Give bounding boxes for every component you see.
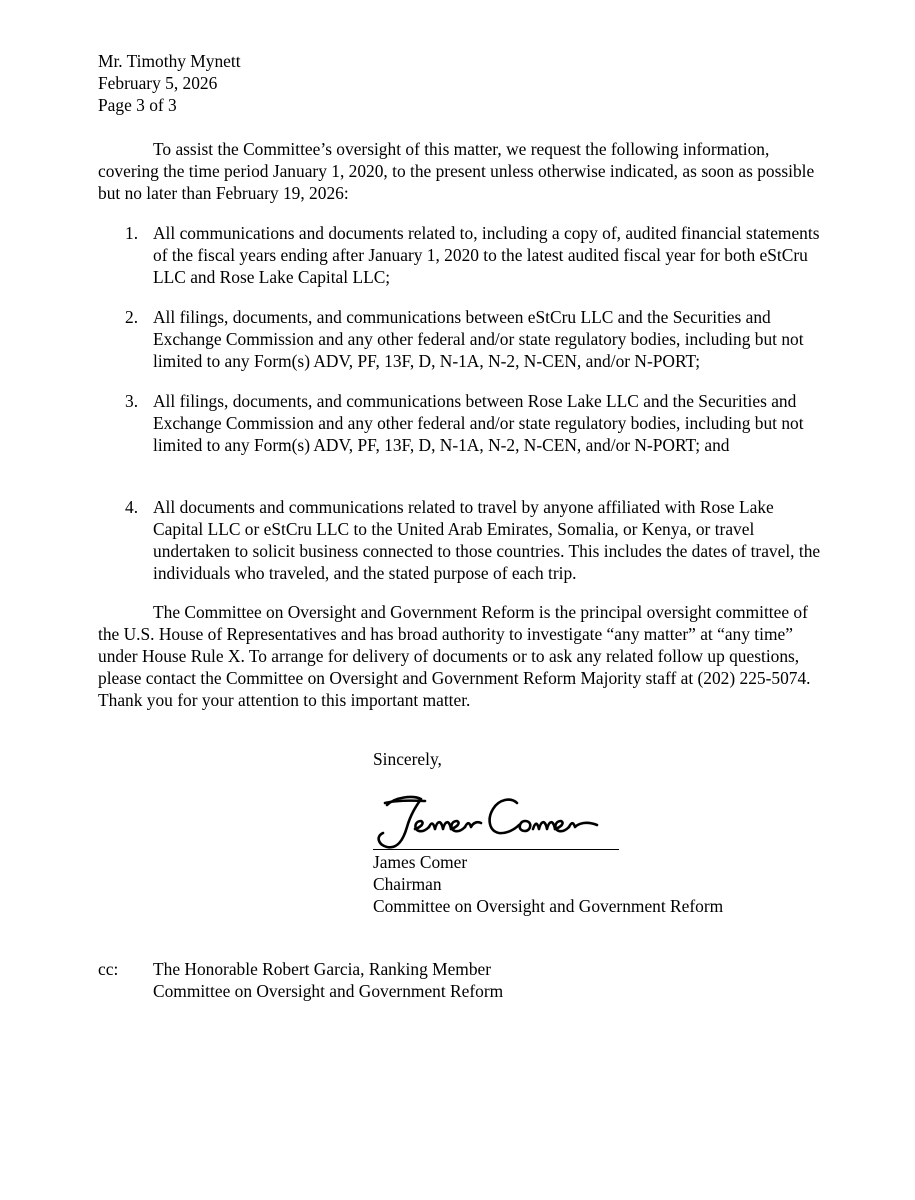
cc-label: cc: <box>98 959 119 979</box>
request-number: 4. <box>125 497 139 517</box>
signer-name: James Comer <box>373 852 468 872</box>
letter-date: February 5, 2026 <box>98 73 218 93</box>
salutation: Sincerely, <box>373 749 442 769</box>
signature-block <box>373 851 793 917</box>
request-number: 2. <box>125 307 139 327</box>
closing-paragraph: The Committee on Oversight and Government Reform is the principal oversight committee of the U.S. House of Representatives and has broad authority to investigate “any matter” at “any time” under House Rule X. To arrange for delivery of documents or to ask any related follow up questions, please contact the Committee on Oversight and Government Reform Majority staff at (202) 225-5074. Thank you for your attention to this important matter. <box>98 602 811 710</box>
signer-title: Chairman <box>373 874 442 894</box>
request-number: 3. <box>125 391 139 411</box>
request-text: All communications and documents related to, including a copy of, audited financial statements of the fiscal years ending after January 1, 2020 to the latest audited fiscal year for both eStCru LLC and Rose Lake Capital LLC; <box>153 223 820 287</box>
cc-recipient: The Honorable Robert Garcia, Ranking Member <box>153 959 492 979</box>
signer-committee: Committee on Oversight and Government Reform <box>373 896 724 916</box>
request-text: All documents and communications related to travel by anyone affiliated with Rose Lake Capital LLC or eStCru LLC to the United Arab Emirates, Somalia, or Kenya, or travel undertaken to solicit business connected to those countries. This includes the dates of travel, the individuals who traveled, and the stated purpose of each trip. <box>153 497 821 583</box>
cc-committee: Committee on Oversight and Government Reform <box>153 981 504 1001</box>
recipient-name: Mr. Timothy Mynett <box>98 51 241 71</box>
request-number: 1. <box>125 223 139 243</box>
signature-line <box>373 849 619 850</box>
request-text: All filings, documents, and communications between eStCru LLC and the Securities and Exchange Commission and any other federal and/or state regulatory bodies, including but not limited to any Form(s) ADV, PF, 13F, D, N-1A, N-2, N-CEN, and/or N-PORT; <box>153 307 804 371</box>
request-text: All filings, documents, and communications between Rose Lake LLC and the Securities and Exchange Commission and any other federal and/or state regulatory bodies, including but not limited to any Form(s) ADV, PF, 13F, D, N-1A, N-2, N-CEN, and/or N-PORT; and <box>153 391 804 455</box>
letter-header <box>98 50 698 116</box>
page-number: Page 3 of 3 <box>98 95 177 115</box>
intro-paragraph: To assist the Committee’s oversight of this matter, we request the following information, covering the time period January 1, 2020, to the present unless otherwise indicated, as soon as possible but no later than February 19, 2026: <box>98 139 815 203</box>
